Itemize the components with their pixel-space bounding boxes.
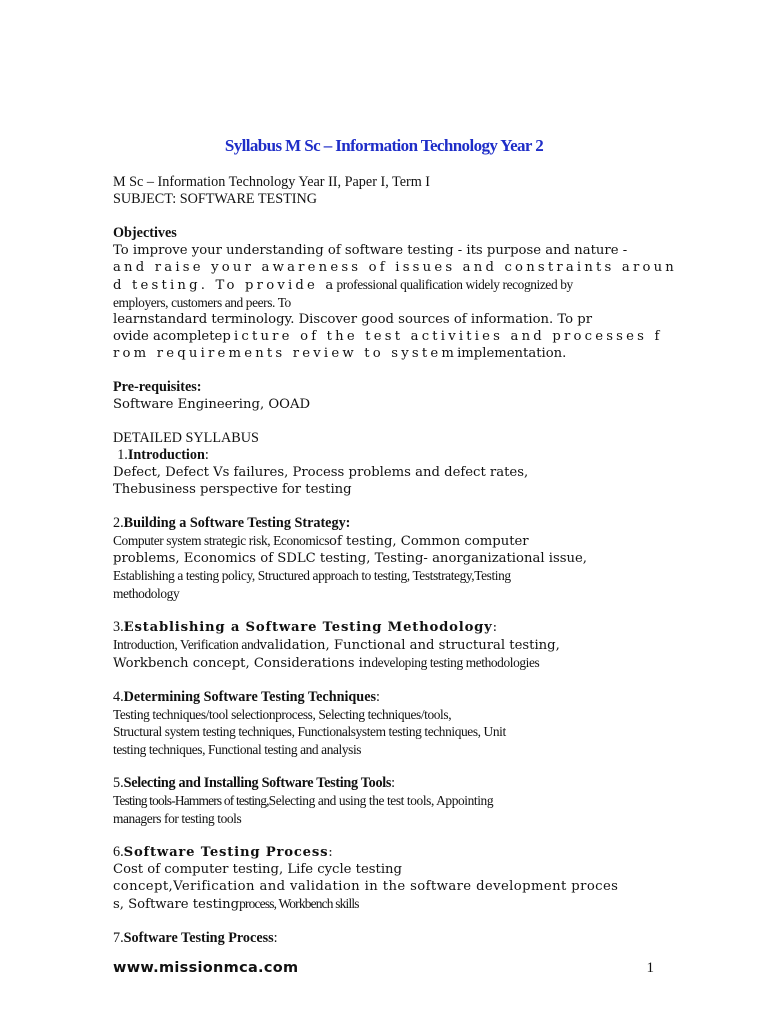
section-name: Building a Software Testing Strategy: [123, 515, 351, 531]
section-title [113, 515, 658, 532]
section-text: methodology [113, 586, 180, 601]
subject-line: SUBJECT: SOFTWARE TESTING [113, 191, 317, 207]
section-title [113, 689, 658, 706]
section-text [113, 550, 658, 567]
section-text: concept,Verification and validation in the software development proces [113, 879, 619, 894]
section-name: Selecting and Installing Software Testing Tools [123, 775, 392, 791]
section-text: Testing techniques/tool selectionprocess, Selecting techniques/tools, [113, 707, 452, 722]
section-name: Determining Software Testing Techniques [123, 689, 377, 705]
section-fragment: Establishing a testing policy, Structured approach to testing, Test [113, 568, 433, 583]
section-colon: : [273, 930, 278, 946]
objectives-heading: Objectives [113, 225, 177, 241]
section-name: Establishing a Software Testing Methodology [123, 620, 493, 635]
section-colon: : [391, 775, 396, 791]
section-colon: : [328, 845, 333, 860]
section-text [113, 636, 658, 654]
objectives-text: To improve your understanding of software testing - its purpose and nature - [113, 243, 628, 258]
detailed-syllabus-heading: DETAILED SYLLABUS [113, 430, 259, 446]
objectives-fragment: picture of the test activities and processes f [222, 329, 663, 344]
section-number: 7. [113, 930, 124, 946]
section-fragment: Testing tools-Hammers of testing, [113, 793, 269, 808]
section-fragment: problems, Economics of SDLC testing, Testing- an [113, 551, 449, 566]
section-name: Software Testing Process [123, 930, 274, 946]
section-fragment: developing testing methodologies [371, 655, 540, 670]
section-text: Thebusiness perspective for testing [113, 482, 352, 497]
objectives-text [113, 328, 663, 345]
section-fragment: Introduction, Verification and [113, 637, 260, 652]
section-text: managers for testing tools [113, 811, 242, 826]
section-fragment: s, Software testing [113, 897, 240, 912]
section-title [113, 844, 658, 861]
prerequisites-heading: Pre-requisites: [113, 379, 202, 395]
section-fragment: system testing techniques, Unit [350, 724, 506, 739]
section-fragment: process, Workbench skills [239, 896, 359, 911]
section-fragment: Structural system testing techniques, Functional [113, 724, 351, 739]
section-text [113, 532, 658, 550]
section-text [113, 654, 658, 672]
course-line: M Sc – Information Technology Year II, Paper I, Term I [113, 174, 431, 190]
section-title [113, 619, 658, 636]
section-title [113, 775, 658, 792]
objectives-fragment: ovide a [113, 329, 161, 344]
section-fragment: Computer system strategic risk, Economics [113, 533, 330, 548]
section-text: Cost of computer testing, Life cycle testing [113, 862, 402, 877]
objectives-fragment: complete [160, 329, 223, 344]
objectives-text [113, 345, 658, 362]
section-text [113, 792, 658, 810]
section-title [113, 930, 658, 947]
section-fragment: strategy,Testing [432, 568, 511, 583]
objectives-fragment: implementation. [457, 346, 567, 361]
section-text: testing techniques, Functional testing and analysis [113, 742, 362, 757]
section-fragment: Selecting and using the test tools, Appointing [268, 793, 494, 808]
section-fragment: validation, Functional and structural testing, [259, 638, 560, 653]
page-number: 1 [646, 960, 654, 976]
section-title [113, 447, 658, 464]
page-title: Syllabus M Sc – Information Technology Year 2 [224, 136, 544, 155]
objectives-text: employers, customers and peers. To [113, 295, 291, 310]
objectives-fragment: d testing. To provide a [113, 278, 337, 293]
objectives-fragment: learn [113, 312, 148, 327]
section-name: Software Testing Process [123, 845, 329, 860]
section-number: 6. [113, 844, 124, 860]
section-text: Defect, Defect Vs failures, Process problems and defect rates, [113, 465, 529, 480]
section-number: 2. [113, 515, 124, 531]
prerequisites-text: Software Engineering, OOAD [113, 397, 311, 412]
objectives-text: and raise your awareness of issues and constraints aroun [113, 260, 677, 275]
objectives-text [113, 311, 658, 328]
objectives-text [113, 276, 658, 294]
section-colon: : [204, 447, 209, 463]
section-text [113, 567, 658, 585]
syllabus-content [113, 174, 677, 947]
objectives-fragment: rom requirements review to system [113, 346, 458, 361]
section-number: 3. [113, 619, 124, 635]
section-fragment: of testing, Common computer [329, 534, 529, 549]
objectives-fragment: standard terminology. Discover good sources of information. To pr [147, 312, 593, 327]
section-fragment: organizational issue, [448, 551, 587, 566]
section-number: 4. [113, 689, 124, 705]
section-text [113, 895, 658, 913]
section-text [113, 723, 658, 741]
section-fragment: Workbench concept, Considerations in [113, 656, 372, 671]
section-colon: : [492, 620, 498, 635]
section-name: Introduction [127, 447, 205, 463]
footer-website-link[interactable]: www.missionmca.com [113, 960, 299, 976]
objectives-fragment: professional qualification widely recognized by [336, 277, 573, 292]
section-number: 1. [117, 447, 128, 463]
section-number: 5. [113, 775, 124, 791]
section-colon: : [376, 689, 380, 705]
